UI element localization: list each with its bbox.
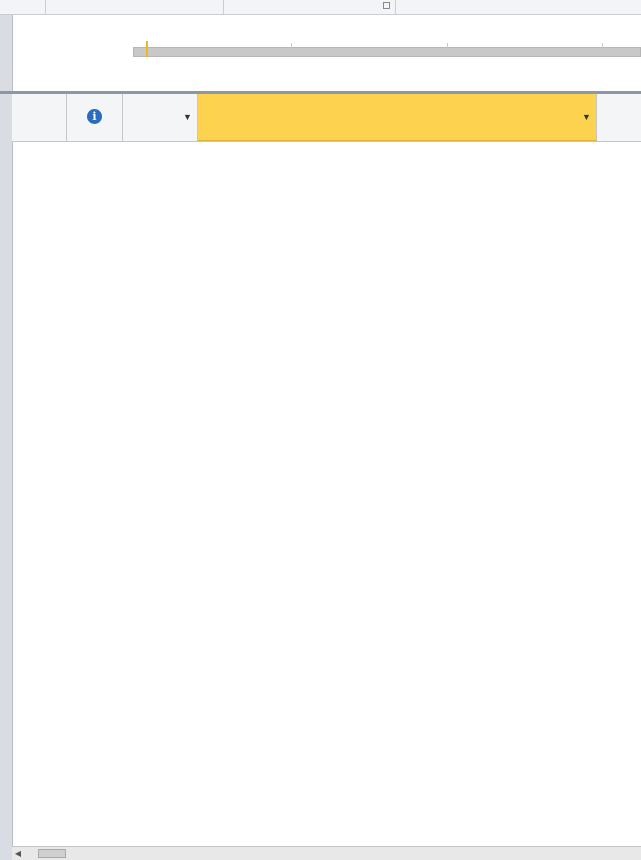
horizontal-scrollbar[interactable] — [12, 846, 641, 860]
scroll-left-icon[interactable]: ◀ — [14, 849, 22, 858]
timeline-bar[interactable] — [133, 47, 641, 57]
column-header-duration[interactable] — [597, 94, 641, 141]
scrollbar-thumb[interactable] — [38, 849, 66, 858]
ribbon-group-labels — [0, 0, 641, 15]
select-all-corner[interactable] — [12, 94, 67, 141]
chevron-down-icon[interactable]: ▼ — [183, 112, 192, 122]
ribbon-group-schedule — [396, 0, 641, 14]
time-tick — [447, 43, 448, 55]
info-icon: i — [87, 109, 102, 124]
time-tick — [291, 43, 292, 55]
task-sheet — [12, 94, 641, 846]
today-marker — [146, 41, 148, 57]
chevron-down-icon[interactable]: ▼ — [582, 112, 591, 122]
timeline-side-tab[interactable] — [0, 15, 13, 91]
font-dialog-launcher-icon[interactable] — [383, 2, 390, 9]
column-header-task-name[interactable] — [198, 94, 597, 141]
timeline-panel[interactable] — [13, 15, 641, 91]
column-header-task-mode[interactable] — [123, 94, 198, 141]
ribbon-group-clipboard — [46, 0, 224, 14]
ribbon-group-font — [224, 0, 396, 14]
column-header-indicators[interactable] — [67, 94, 123, 141]
column-header-row — [12, 94, 641, 142]
ribbon-group-view — [0, 0, 46, 14]
time-tick — [602, 43, 603, 55]
